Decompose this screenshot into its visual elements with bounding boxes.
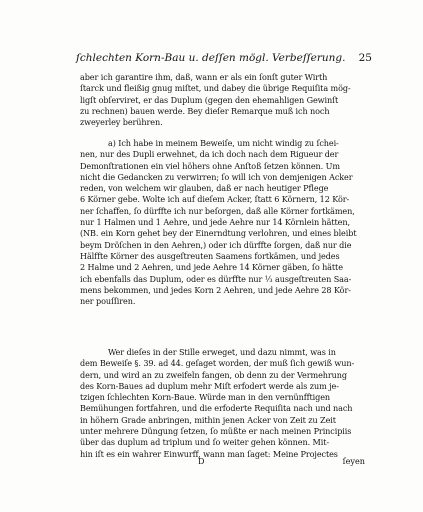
- text-line: aber ich garantire ihm, daß, wann er als ein ſonſt guter Wirth: [80, 72, 328, 82]
- text-line: Wer dieſes in der Stille erweget, und dazu nimmt, was in: [108, 347, 336, 357]
- text-line: tzigen ſchlechten Korn-Baue. Würde man in den vernünfftigen: [80, 392, 331, 403]
- text-line: 6 Körner gebe. Wolte ich auf dieſem Acker, ſtatt 6 Körnern, 12 Kör-: [80, 194, 350, 205]
- text-line: dern, und wird an zu zweifeln fangen, ob denn zu der Vermehrung: [80, 369, 347, 380]
- text-line: (NB. ein Korn gehet bey der Einerndtung verlohren, und eines bleibt: [80, 228, 357, 239]
- text-line: ſtarck und fleißig gnug miſtet, und dabey die übrige Requiſita mög-: [80, 83, 351, 94]
- text-line: nen, nur des Dupli erwehnet, da ich doch nach dem Rigueur der: [80, 149, 339, 160]
- text-line: in höhern Grade anbringen, mithin jenen Acker von Zeit zu Zeit: [80, 414, 336, 425]
- paragraph-2: [80, 138, 365, 307]
- text-line: Bemühungen fortfahren, und die erfoderte Requiſita nach und nach: [80, 403, 353, 414]
- text-line: nur 1 Halmen und 1 Aehre, und jede Aehre nur 14 Körnlein hätten,: [80, 217, 350, 228]
- text-line: Demonſtrationen ein viel höhers ohne Anſtoß ſetzen können. Um: [80, 160, 340, 171]
- paragraph-1: [80, 72, 365, 128]
- text-line: mens bekommen, und jedes Korn 2 Aehren, und jede Aehre 28 Kör-: [80, 284, 351, 295]
- text-line: über das duplum ad triplum und ſo weiter gehen können. Mit-: [80, 437, 329, 448]
- signature-mark: D: [198, 456, 205, 466]
- text-line: ner pouſſiren.: [80, 296, 136, 307]
- text-line: hin iſt es ein wahrer Einwurff, wann man ſaget: Meine Projectes: [80, 448, 338, 459]
- text-line: a) Ich habe in meinem Beweiſe, um nicht windig zu ſchei-: [108, 138, 339, 148]
- running-header: [76, 52, 372, 64]
- text-line: zweyerley berühren.: [80, 117, 163, 128]
- text-line: Hälffte Körner des ausgeſtreuten Saamens fortkämen, und jedes: [80, 250, 340, 261]
- catchword: ſeyen: [342, 456, 365, 466]
- text-line: ner ſchaffen, ſo dürffte ich nur beſorgen, daß alle Körner fortkämen,: [80, 205, 355, 216]
- page-number: 25: [358, 52, 372, 64]
- running-title: ſchlechten Korn-Bau u. deſſen mögl. Verbeſſerung.: [76, 52, 346, 64]
- paragraph-3: [80, 347, 365, 460]
- text-line: ich ebenfalls das Duplum, oder es dürffte nur ⅓ ausgeſtreuten Saa-: [80, 273, 352, 284]
- text-line: beym Dröſchen in den Aehren,) oder ich dürffte ſorgen, daß nur die: [80, 239, 352, 250]
- text-line: 2 Halme und 2 Aehren, und jede Aehre 14 Körner gäben, ſo hätte: [80, 262, 343, 273]
- text-line: des Korn-Baues ad duplum mehr Miſt erfodert werde als zum je-: [80, 380, 339, 391]
- text-line: reden, von welchem wir glauben, daß er nach heutiger Pflege: [80, 183, 329, 194]
- text-line: nicht die Gedancken zu verwirren; ſo will ich von demjenigen Acker: [80, 171, 353, 182]
- text-line: dem Beweiſe §. 39. ad 44. geſaget worden, der muß ſich gewiß wun-: [80, 358, 355, 369]
- text-line: unter mehrere Düngung ſetzen, ſo müßte er nach meinen Principiis: [80, 426, 352, 437]
- text-line: ligſt obſerviret, er das Duplum (gegen den ehemahligen Gewinſt: [80, 94, 339, 105]
- text-line: zu rechnen) bauen werde. Bey dieſer Remarque muß ich noch: [80, 105, 330, 116]
